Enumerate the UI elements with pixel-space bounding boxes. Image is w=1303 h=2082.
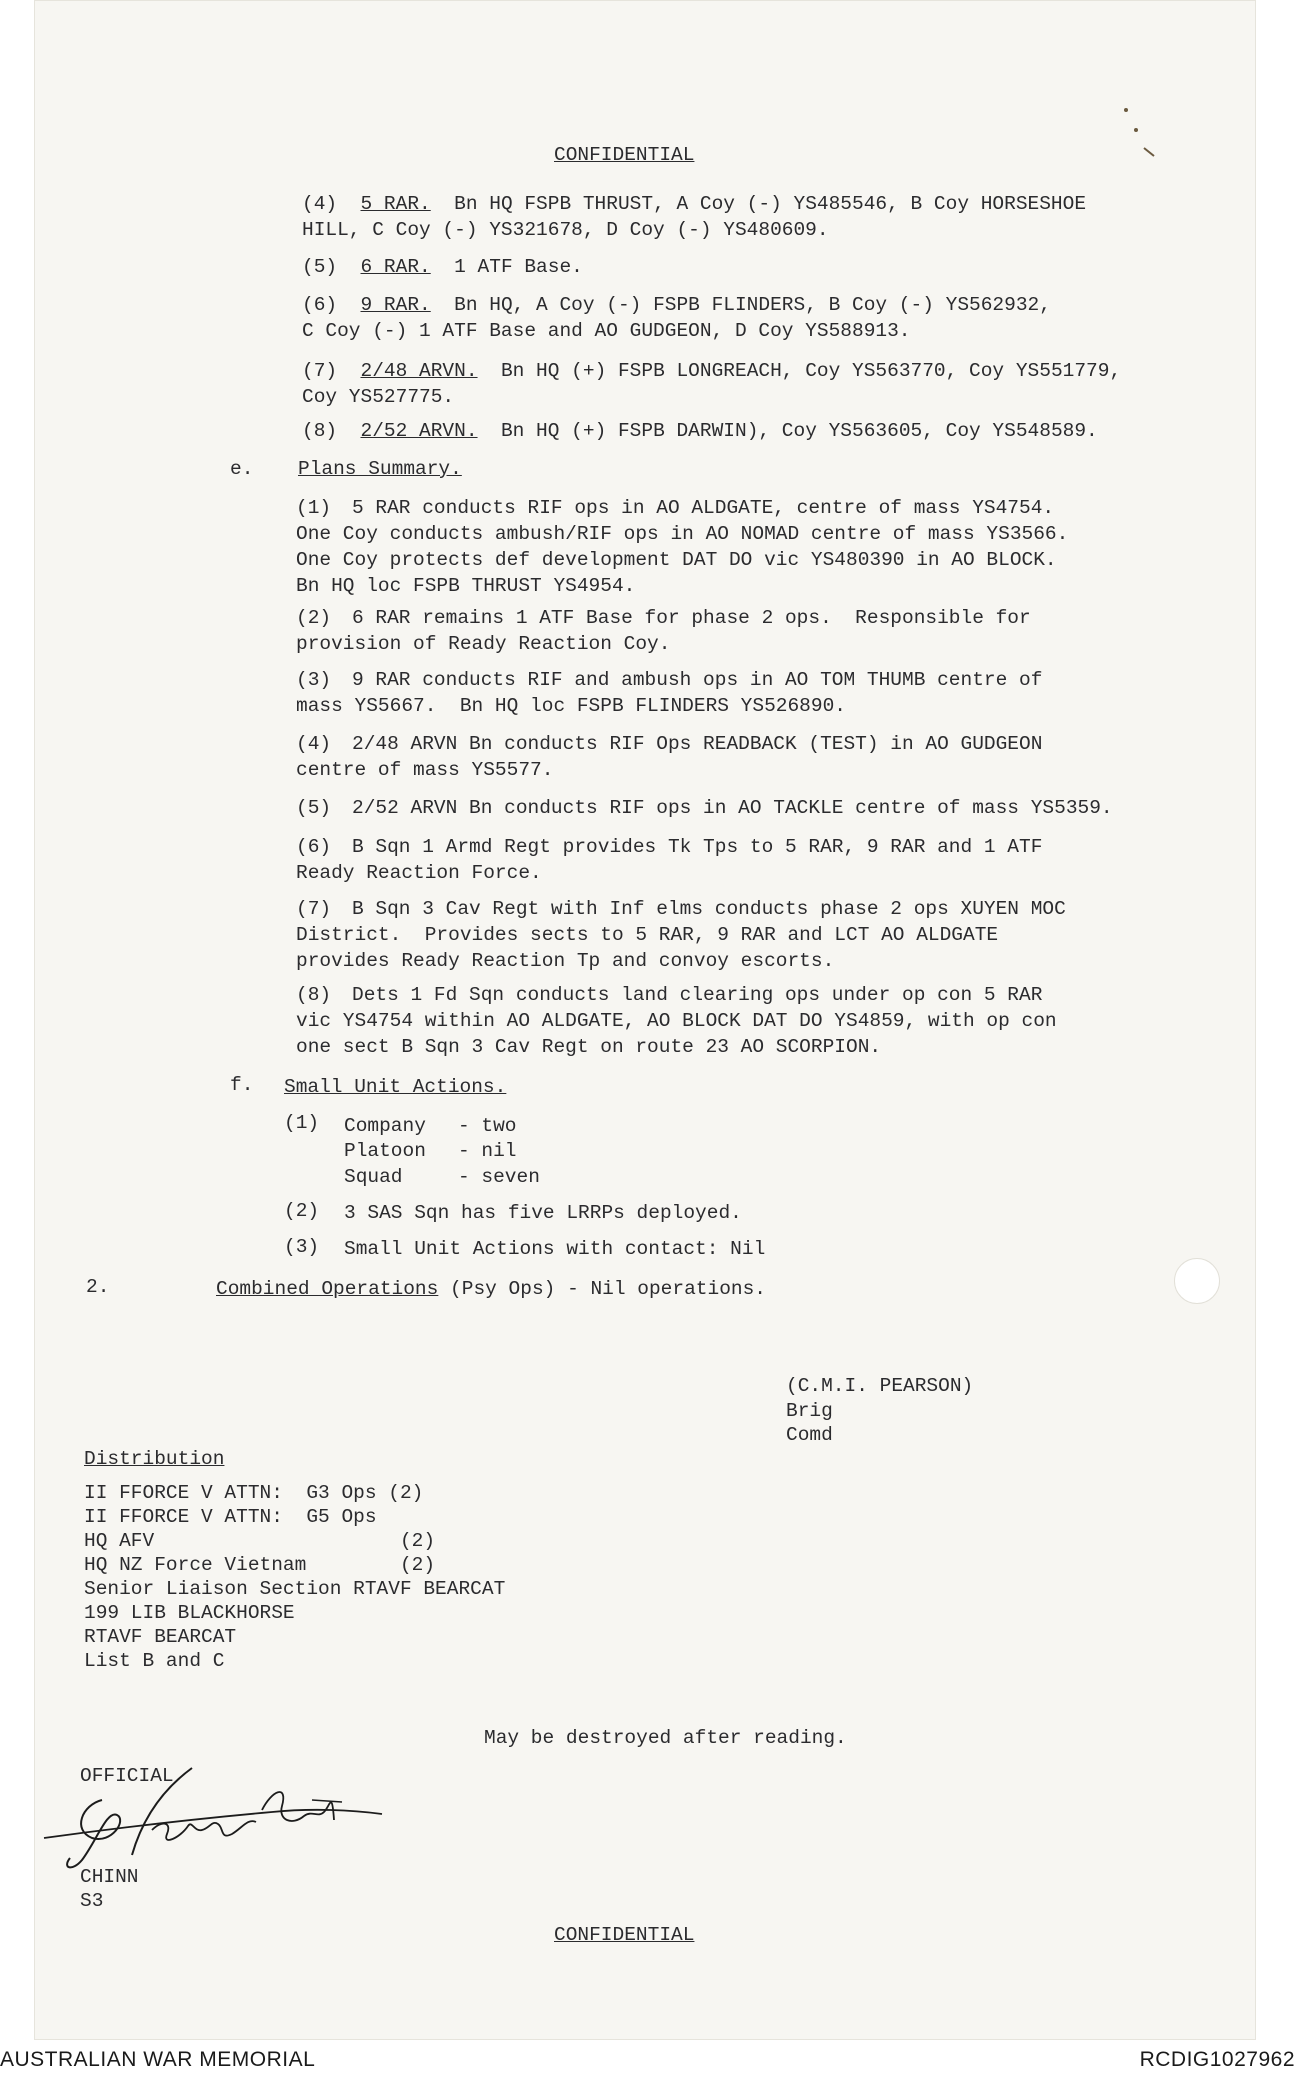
item-number: (7)	[302, 360, 338, 382]
deployment-unit: 2/52 ARVN.	[360, 420, 478, 442]
item-number: (1)	[296, 497, 332, 519]
deployment-item	[302, 254, 583, 280]
plan-item	[296, 495, 1069, 597]
plan-text: 2/52 ARVN Bn conducts RIF ops in AO TACKLE centre of mass YS5359.	[352, 797, 1113, 819]
item-number: (5)	[296, 797, 332, 819]
unit-row-value: - nil	[458, 1140, 517, 1162]
combined-operations-heading: Combined Operations	[216, 1278, 439, 1300]
official-label: OFFICIAL	[80, 1765, 174, 1787]
unit-row-value: - seven	[458, 1166, 540, 1188]
item-number: (2)	[296, 607, 332, 629]
paper-marks	[1114, 100, 1174, 170]
deployment-unit: 6 RAR.	[360, 256, 431, 278]
distribution-line: 199 LIB BLACKHORSE	[84, 1602, 295, 1624]
deployment-unit: 9 RAR.	[360, 294, 431, 316]
plan-text: Dets 1 Fd Sqn conducts land clearing ops under op con 5 RAR vic YS4754 within AO ALDGATE, AO BLOCK DAT DO YS4859, with op con one sect B Sqn 3 Cav Regt on route 23 AO SCORPION.	[296, 984, 1057, 1058]
document-page	[34, 0, 1256, 2040]
deployment-item	[302, 358, 1121, 410]
paragraph-number: 2.	[86, 1276, 110, 1298]
section-letter: f.	[230, 1074, 254, 1096]
item-number: (4)	[296, 733, 332, 755]
deployment-text: Bn HQ, A Coy (-) FSPB FLINDERS, B Coy (-) YS562932, C Coy (-) 1 ATF Base and AO GUDGEON, D Coy YS588913.	[302, 294, 1051, 342]
item-number: (3)	[296, 669, 332, 691]
deployment-item	[302, 292, 1051, 344]
official-chinn: CHINN	[80, 1866, 139, 1888]
item-number: (6)	[296, 836, 332, 858]
combined-operations-line	[216, 1276, 766, 1302]
destroy-note: May be destroyed after reading.	[484, 1727, 847, 1749]
deployment-unit: 2/48 ARVN.	[360, 360, 478, 382]
distribution-line: List B and C	[84, 1650, 225, 1672]
distribution-line: Senior Liaison Section RTAVF BEARCAT	[84, 1578, 506, 1600]
plan-text: 2/48 ARVN Bn conducts RIF Ops READBACK (TEST) in AO GUDGEON centre of mass YS5577.	[296, 733, 1043, 781]
item-number: (3)	[284, 1236, 320, 1258]
signatory-rank: Brig	[786, 1400, 833, 1422]
plans-summary-heading: Plans Summary.	[298, 458, 462, 480]
deployment-text: Bn HQ FSPB THRUST, A Coy (-) YS485546, B Coy HORSESHOE HILL, C Coy (-) YS321678, D Coy (-) YS480609.	[302, 193, 1087, 241]
item-number: (8)	[302, 420, 338, 442]
archive-id: RCDIG1027962	[1139, 2048, 1295, 2071]
classification-header: CONFIDENTIAL	[554, 144, 695, 166]
deployment-text: Bn HQ (+) FSPB LONGREACH, Coy YS563770, Coy YS551779, Coy YS527775.	[302, 360, 1122, 408]
small-unit-actions-heading: Small Unit Actions.	[284, 1076, 507, 1098]
plan-text: 6 RAR remains 1 ATF Base for phase 2 ops. Responsible for provision of Ready Reaction Coy.	[296, 607, 1031, 655]
distribution-line: HQ NZ Force Vietnam (2)	[84, 1554, 436, 1576]
item-number: (7)	[296, 898, 332, 920]
item-number: (6)	[302, 294, 338, 316]
small-unit-text: 3 SAS Sqn has five LRRPs deployed.	[344, 1202, 742, 1224]
unit-row-value: - two	[458, 1115, 517, 1137]
item-number: (8)	[296, 984, 332, 1006]
distribution-line: HQ AFV (2)	[84, 1530, 436, 1552]
deployment-text: Bn HQ (+) FSPB DARWIN), Coy YS563605, Coy YS548589.	[477, 420, 1098, 442]
deployment-item	[302, 191, 1086, 243]
item-number: (5)	[302, 256, 338, 278]
archive-name: AUSTRALIAN WAR MEMORIAL	[0, 2048, 316, 2071]
plan-text: B Sqn 3 Cav Regt with Inf elms conducts phase 2 ops XUYEN MOC District. Provides sects to 5 RAR, 9 RAR and LCT AO ALDGATE provides Ready Reaction Tp and convoy escorts.	[296, 898, 1066, 972]
distribution-line: RTAVF BEARCAT	[84, 1626, 237, 1648]
item-number: (2)	[284, 1200, 320, 1222]
combined-operations-text: (Psy Ops) - Nil operations.	[438, 1278, 766, 1300]
plan-text: 9 RAR conducts RIF and ambush ops in AO TOM THUMB centre of mass YS5667. Bn HQ loc FSPB FLINDERS YS526890.	[296, 669, 1043, 717]
official-s3: S3	[80, 1890, 104, 1912]
handwritten-signature	[42, 1760, 402, 1880]
unit-row-label: Squad	[344, 1166, 403, 1188]
plan-text: B Sqn 1 Armd Regt provides Tk Tps to 5 RAR, 9 RAR and 1 ATF Ready Reaction Force.	[296, 836, 1043, 884]
unit-row-label: Company	[344, 1115, 426, 1137]
deployment-item	[302, 418, 1098, 444]
classification-footer: CONFIDENTIAL	[554, 1924, 695, 1946]
signatory-appointment: Comd	[786, 1424, 833, 1446]
unit-row-label: Platoon	[344, 1140, 426, 1162]
punch-hole	[1174, 1258, 1220, 1304]
item-number: (1)	[284, 1112, 320, 1134]
distribution-line: II FFORCE V ATTN: G5 Ops	[84, 1506, 377, 1528]
deployment-text: 1 ATF Base.	[430, 256, 583, 278]
section-letter: e.	[230, 458, 254, 480]
distribution-heading: Distribution	[84, 1448, 225, 1470]
distribution-line: II FFORCE V ATTN: G3 Ops (2)	[84, 1482, 424, 1504]
small-unit-text: Small Unit Actions with contact: Nil	[344, 1238, 766, 1260]
plan-text: 5 RAR conducts RIF ops in AO ALDGATE, centre of mass YS4754. One Coy conducts ambush/RIF ops in AO NOMAD centre of mass YS3566. One Coy protects def development DAT DO vic YS480390 in AO BLOCK. Bn HQ loc FSPB THRUST YS4954.	[296, 497, 1069, 597]
item-number: (4)	[302, 193, 338, 215]
deployment-unit: 5 RAR.	[360, 193, 431, 215]
signatory-name: (C.M.I. PEARSON)	[786, 1375, 974, 1397]
